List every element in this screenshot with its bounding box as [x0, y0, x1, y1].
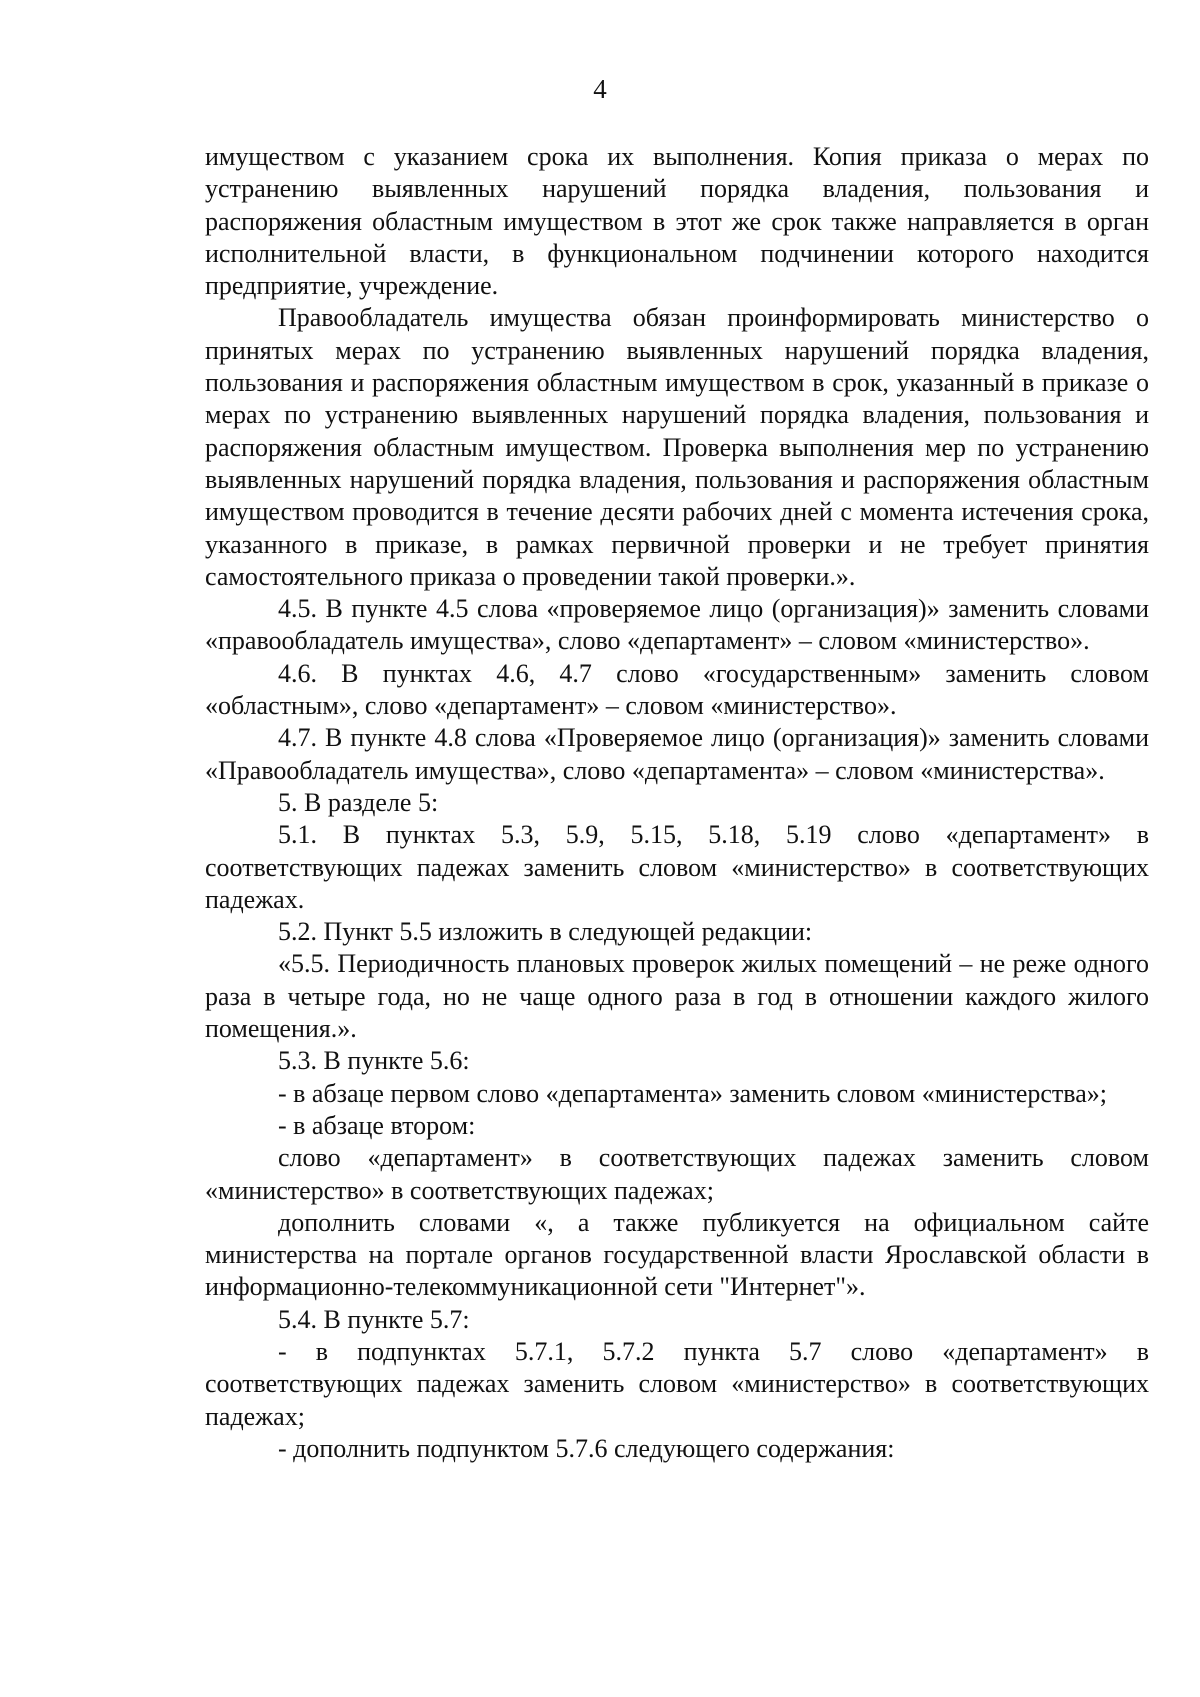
- paragraph-4-6: 4.6. В пунктах 4.6, 4.7 слово «государственным» заменить словом «областным», слово «департамент» – словом «министерство».: [205, 658, 1149, 721]
- paragraph-abzac-second: - в абзаце втором:: [278, 1110, 476, 1140]
- paragraph-rights-holder-obligation: Правообладатель имущества обязан проинформировать министерство о принятых мерах по устранению выявленных нарушений порядка владения, пользования и распоряжения областным имуществом в срок, указанный в приказе о мерах по устранению выявленных нарушений порядка владения, пользования и распоряжения областным имуществом. Проверка выполнения мер по устранению выявленных нарушений порядка владения, пользования и распоряжения областным имуществом проводится в течение десяти рабочих дней с момента истечения срока, указанного в приказе, в рамках первичной проверки и не требует принятия самостоятельного приказа о проведении такой проверки.».: [205, 303, 1149, 591]
- paragraph-add-5-7-6: - дополнить подпунктом 5.7.6 следующего содержания:: [278, 1433, 895, 1463]
- paragraph-4-5: 4.5. В пункте 4.5 слова «проверяемое лицо (организация)» заменить словами «правообладатель имущества», слово «департамент» – словом «министерство».: [205, 594, 1149, 656]
- paragraph-5-2: 5.2. Пункт 5.5 изложить в следующей редакции:: [278, 917, 813, 947]
- paragraph-word-replacement: слово «департамент» в соответствующих падежах заменить словом «министерство» в соответствующих падежах;: [205, 1143, 1149, 1205]
- page-number: 4: [593, 74, 607, 104]
- paragraph-abzac-first: - в абзаце первом слово «департамента» заменить словом «министерства»;: [278, 1078, 1107, 1108]
- paragraph-5-4: 5.4. В пункте 5.7:: [278, 1304, 470, 1334]
- paragraph-5-5-quote: «5.5. Периодичность плановых проверок жилых помещений – не реже одного раза в четыре года, но не чаще одного раза в год в отношении каждого жилого помещения.».: [205, 949, 1149, 1044]
- paragraph-supplement-words: дополнить словами «, а также публикуется на официальном сайте министерства на портале органов государственной власти Ярославской области в информационно-телекоммуникационной сети "Интернет"».: [205, 1207, 1149, 1302]
- paragraph-continuation: имуществом с указанием срока их выполнения. Копия приказа о мерах по устранению выявленных нарушений порядка владения, пользования и распоряжения областным имуществом в этот же срок также направляется в орган исполнительной власти, в функциональном подчинении которого находится предприятие, учреждение.: [205, 142, 1149, 301]
- paragraph-5-3: 5.3. В пункте 5.6:: [278, 1046, 470, 1076]
- paragraph-4-7: 4.7. В пункте 4.8 слова «Проверяемое лицо (организация)» заменить словами «Правообладатель имущества», слово «департамента» – словом «министерства».: [205, 723, 1149, 785]
- paragraph-section-5: 5. В разделе 5:: [278, 787, 439, 817]
- document-body: [205, 141, 1149, 1465]
- paragraph-subitems-5-7: - в подпунктах 5.7.1, 5.7.2 пункта 5.7 слово «департамент» в соответствующих падежах заменить словом «министерство» в соответствующих падежах;: [205, 1336, 1149, 1431]
- paragraph-5-1: 5.1. В пунктах 5.3, 5.9, 5.15, 5.18, 5.19 слово «департамент» в соответствующих падежах заменить словом «министерство» в соответствующих падежах.: [205, 820, 1149, 914]
